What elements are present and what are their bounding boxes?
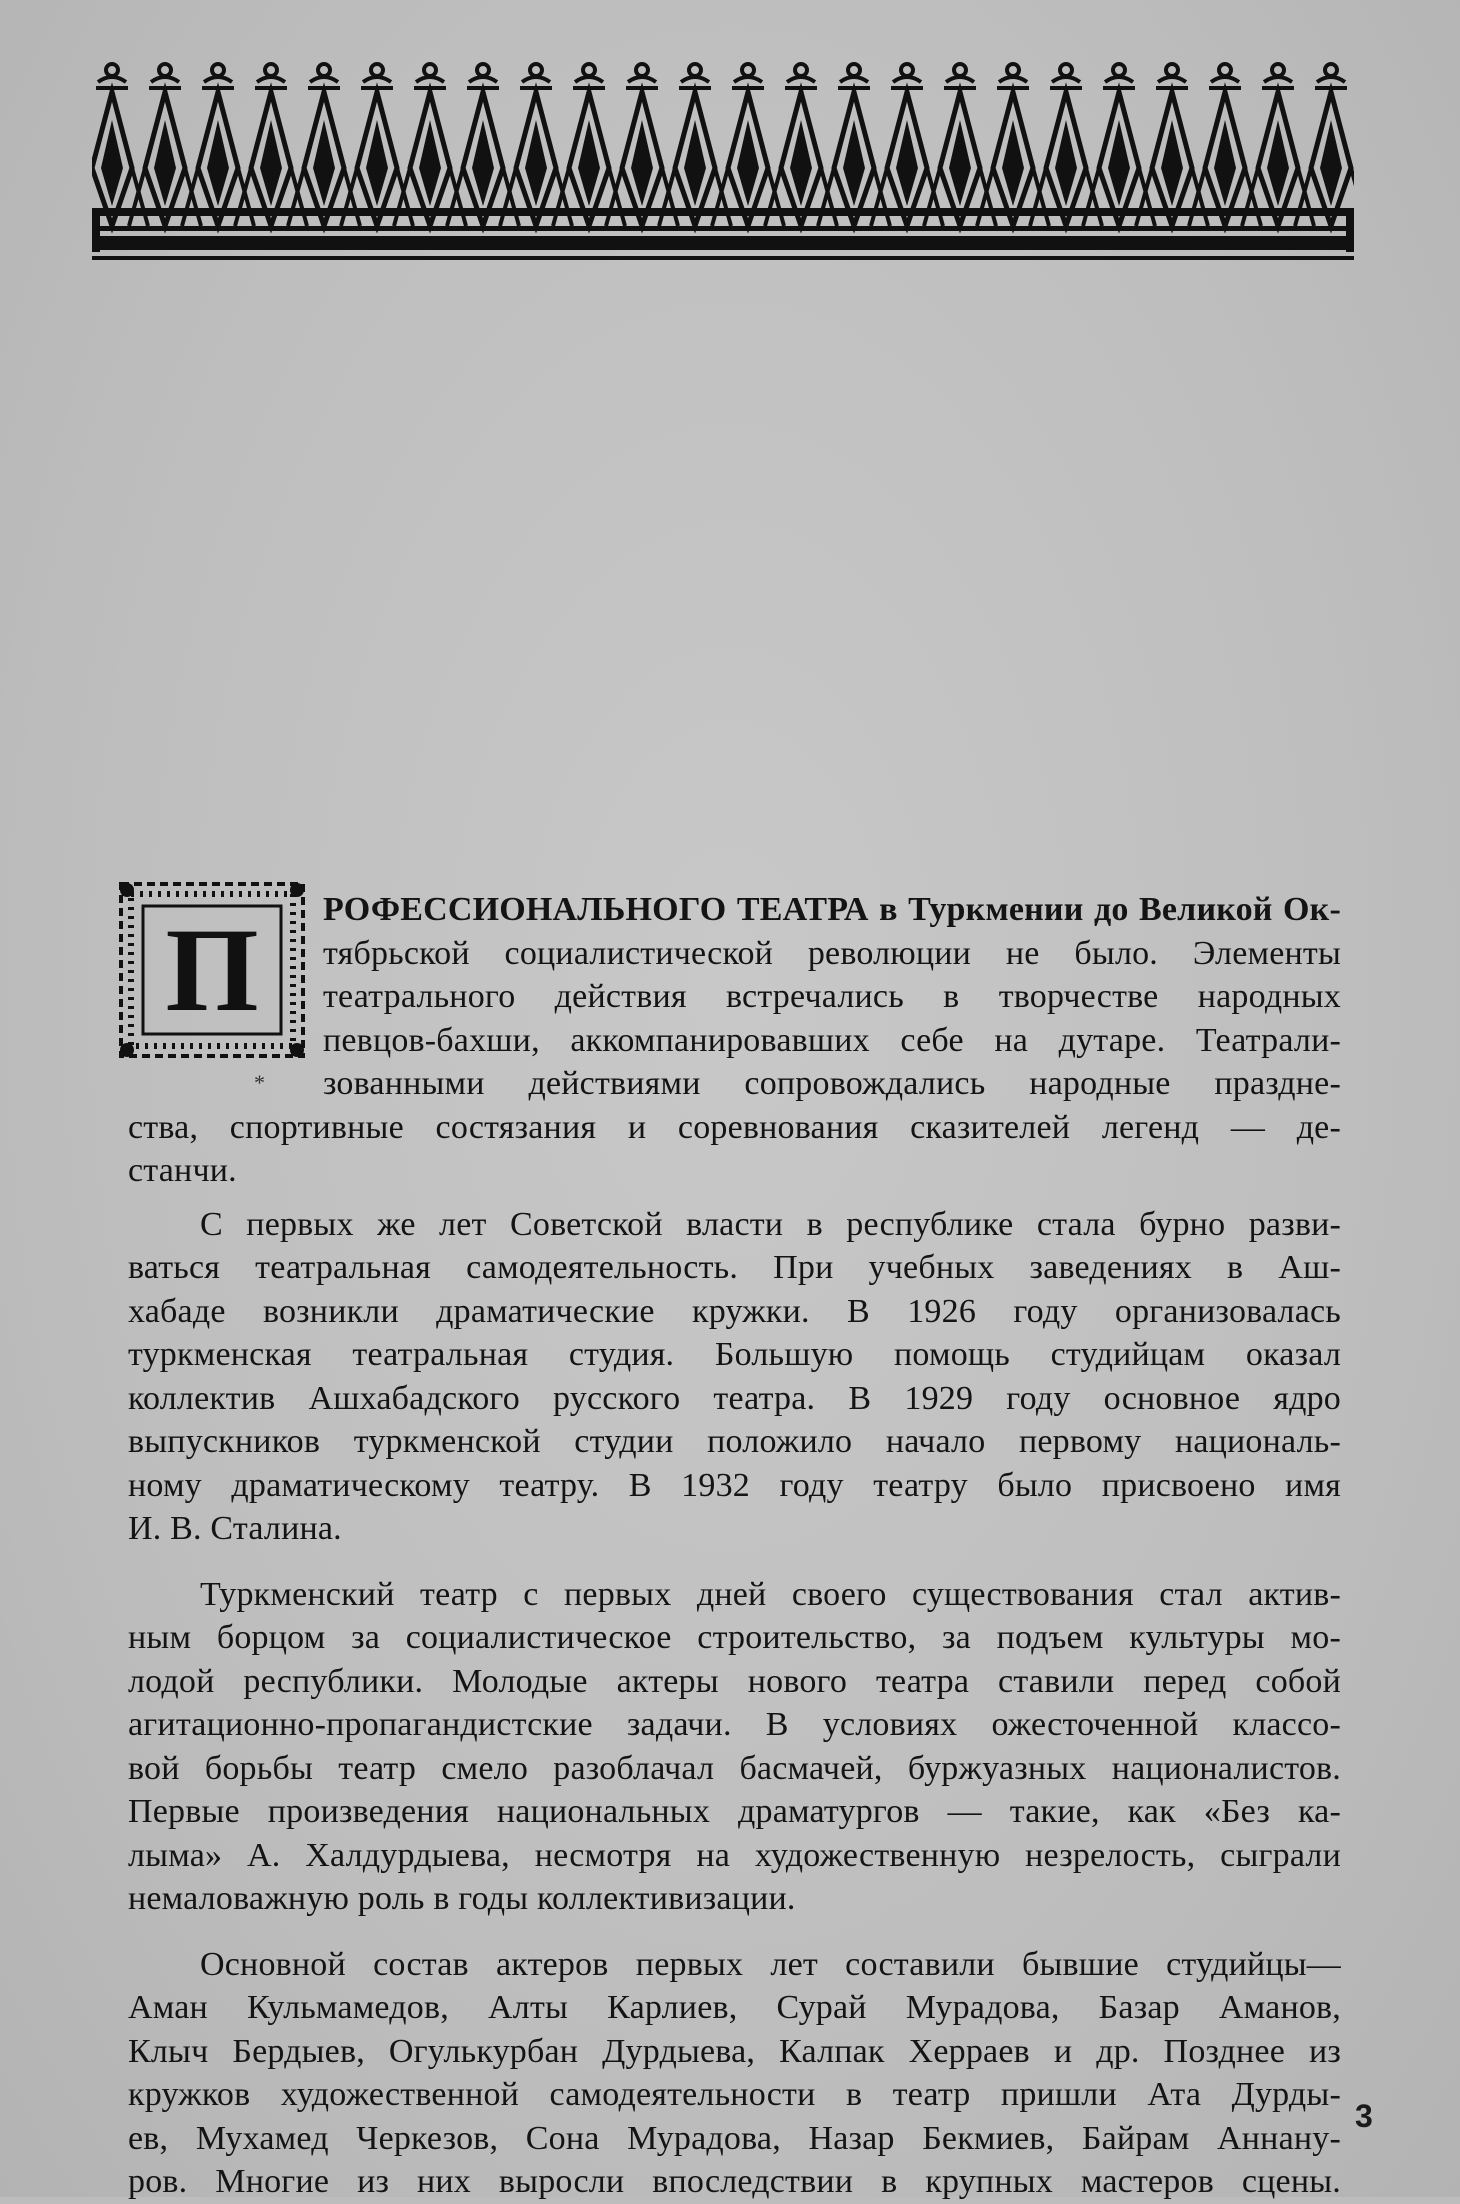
asterisk-mark: * (254, 1070, 265, 1095)
text-line: станчи. (128, 1152, 237, 1189)
paragraph-1 (128, 888, 1341, 1193)
paragraph-4 (128, 1943, 1341, 2204)
text-line: выпускников туркменской студии положило начало первому националь- (128, 1423, 1341, 1460)
text-line: зованными действиями сопровождались народные праздне- (323, 1065, 1341, 1102)
paragraph-3 (128, 1573, 1341, 1921)
text-line: кружков художественной самодеятельности в театр пришли Ата Дурды- (128, 2076, 1341, 2113)
paragraph-2 (128, 1203, 1341, 1551)
text-line: ному драматическому театру. В 1932 году театру было присвоено имя (128, 1466, 1341, 1504)
text-line: ным борцом за социалистическое строительство, за подъем культуры мо- (128, 1619, 1341, 1656)
text-line: И. В. Сталина. (128, 1510, 342, 1547)
text-line: Туркменский театр с первых дней своего существования стал актив- (200, 1575, 1341, 1613)
text-line: РОФЕССИОНАЛЬНОГО ТЕАТРА в Туркмении до Великой Ок- (323, 891, 1341, 928)
text-line: хабаде возникли драматические кружки. В 1926 году организовалась (128, 1292, 1341, 1330)
text-line: театрального действия встречались в творчестве народных (323, 978, 1341, 1015)
text-line: ства, спортивные состязания и соревнования сказителей легенд — де- (128, 1108, 1341, 1146)
page-number: 3 (1355, 2098, 1373, 2134)
text-line: лодой республики. Молодые актеры нового театра ставили перед собой (128, 1662, 1341, 1700)
text-line: Первые произведения национальных драматургов — такие, как «Без ка- (128, 1793, 1341, 1830)
text-line: ров. Многие из них выросли впоследствии в крупных мастеров сцены. (128, 2163, 1341, 2200)
text-line: певцов-бахши, аккомпанировавших себе на дутаре. Театрали- (323, 1021, 1341, 1059)
text-line: Клыч Бердыев, Огулькурбан Дурдыева, Калпак Херраев и др. Позднее из (128, 2032, 1341, 2070)
text-line: ев, Мухамед Черкезов, Сона Мурадова, Назар Бекмиев, Байрам Аннану- (128, 2119, 1341, 2157)
text-line: лыма» А. Халдурдыева, несмотря на художественную незрелость, сыграли (128, 1836, 1341, 1874)
text-line: немаловажную роль в годы коллективизации. (128, 1880, 796, 1917)
text-line: С первых же лет Советской власти в республике стала бурно разви- (200, 1205, 1341, 1243)
text-line: тябрьской социалистической революции не было. Элементы (323, 934, 1341, 972)
text-line: Основной состав актеров первых лет составили бывшие студийцы— (200, 1945, 1341, 1983)
body-text (128, 888, 1341, 2204)
header-ornament (92, 58, 1354, 280)
text-line: коллектив Ашхабадского русского театра. В 1929 году основное ядро (128, 1379, 1341, 1417)
text-line: Аман Кульмамедов, Алты Карлиев, Сурай Мурадова, Базар Аманов, (128, 1989, 1341, 2026)
text-line: агитационно-пропагандистские задачи. В условиях ожесточенной классо- (128, 1706, 1341, 1743)
dropcap-letter: П (165, 903, 259, 1036)
text-line: ваться театральная самодеятельность. При учебных заведениях в Аш- (128, 1249, 1341, 1286)
text-line: вой борьбы театр смело разоблачал басмачей, буржуазных националистов. (128, 1749, 1341, 1787)
text-line: туркменская театральная студия. Большую помощь студийцам оказал (128, 1336, 1341, 1373)
